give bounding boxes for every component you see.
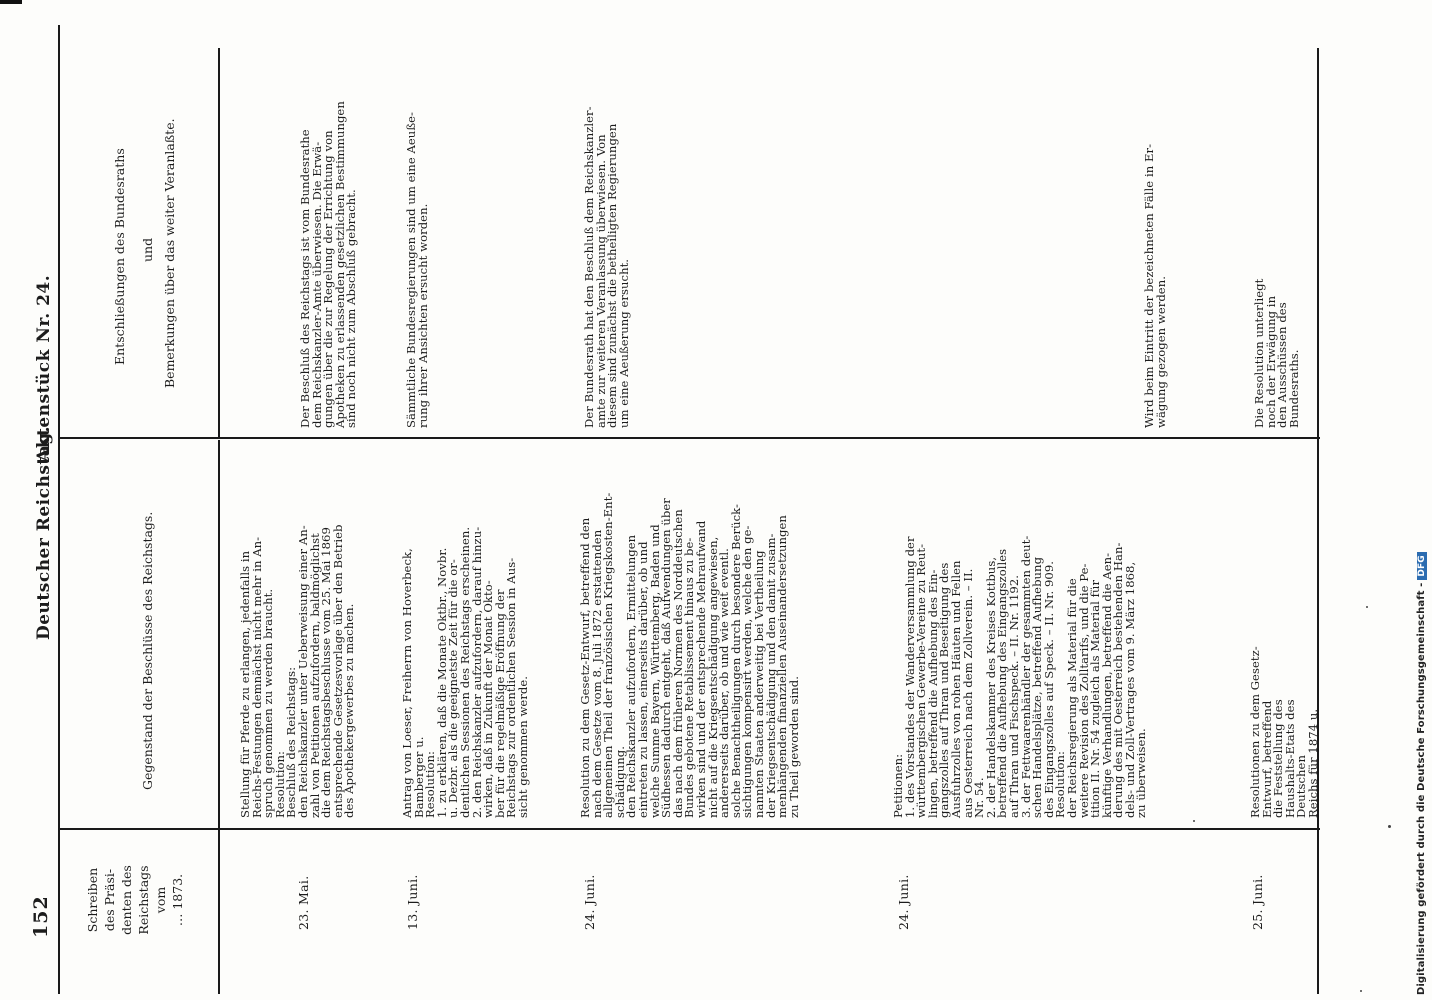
- watermark-text: Digitalisierung gefördert durch die Deutsche Forschungsgemeinschaft -: [1416, 582, 1427, 995]
- scan-speck: [1360, 990, 1362, 992]
- rule-under-header: [58, 25, 60, 994]
- row-decision: Der Bundesrath hat den Beschluß dem Reichskanzler- amte zur weiteren Veranlassung überwiesen. Von diesem sind zunächst die betheiligten Regierungen um eine Aeußerung ersucht.: [582, 106, 631, 428]
- row-subject: Stellung für Pferde zu erlangen, jedenfalls in Reichs-Festungen demnächst nicht mehr in An- spruch genommen zu werden braucht. Resolution: Beschluß des Reichstags: den Reichskanzler unter Ueberweisung einer An- zahl von Petitionen aufzufordern, baldmöglichst die dem Reichstagsbeschlusse vom 25. Mai 1869 entsprechende Gesetzesvorlage über den Betrieb des Apothekergewerbes zu machen.: [238, 524, 357, 818]
- running-header-left: Deutscher Reichstag.: [34, 425, 54, 640]
- row-decision: Die Resolution unterliegt noch der Erwägung in den Ausschüssen des Bundesraths.: [1252, 278, 1301, 428]
- row-date: 24. Juni.: [896, 874, 911, 930]
- rule-column-headers-right: [218, 48, 220, 438]
- row-date: 23. Mai.: [296, 875, 311, 930]
- row-subject: Antrag von Loeser, Freiherrn von Hoverbeck, Bamberger u. Resolution: 1. zu erklären, daß die Monate Oktbr., Novbr. u. Dezbr. als die geeignetste Zeit für die or- dentlichen Sessionen des Reichstags erscheinen. 2. den Reichskanzler aufzufordern, darauf hinzu- wirken, daß in Zukunft der Monat Okto- ber für die regelmäßige Eröffnung der Reichstags zur ordentlichen Session in Aus- sicht genommen werde.: [400, 526, 530, 818]
- row-decision: Der Beschluß des Reichstags ist vom Bundesrathe dem Reichskanzler-Amte überwiesen. Die Erwä- gungen über die zur Regelung der Errichtung von Apotheken zu erlassenden gesetzlichen Bestimmungen sind noch nicht zum Abschluß gebracht.: [298, 101, 359, 428]
- running-header-right: Aktenstück Nr. 24.: [34, 274, 54, 462]
- row-subject: Petitionen: 1. des Vorstandes der Wanderversammlung der württembergischen Gewerbe-Vereine zu Reut- lingen, betreffend die Aufhebung des Ein- gangszolles auf Thran und Beseitigung des Ausfuhrzolles von rohen Häuten und Fellen aus Oesterreich nach dem Zollverein. – II. Nr. 54. 2. der Handelskammer des Kreises Kottbus, betreffend die Aufhebung des Eingangszolles auf Thran und Fischspeck. – II. Nr. 1192. 3. der Fettwaarenhändler der gesammten deut- schen Handelsplätze, betreffend Aufhebung des Eingangszolles auf Speck. – II. Nr. 909. Resolution: der Reichsregierung als Material für die weitere Revision des Zolltarifs, und die Pe- tition II. Nr. 54 zugleich als Material für künftige Verhandlungen, betreffend die Aen- derung des mit Oesterreich bestehenden Han- dels- und Zoll-Vertrages vom 9. März 1868, zu überweisen.: [891, 535, 1149, 818]
- row-decision: Sämmtliche Bundesregierungen sind um eine Aeuße- rung ihrer Ansichten ersucht worden.: [404, 112, 430, 428]
- rule-subject-decision: [58, 437, 1320, 439]
- row-date: 13. Juni.: [405, 874, 420, 930]
- scan-speck: [1193, 820, 1195, 822]
- scan-speck: [1388, 825, 1391, 828]
- column-header-decision-3: Bemerkungen über das weiter Veranlaßte.: [162, 118, 177, 388]
- column-header-date: Schreiben des Präsi- denten des Reichstags vom … 1873.: [85, 865, 185, 935]
- page-number: 152: [30, 895, 52, 938]
- dfg-logo: DFG: [1417, 552, 1427, 579]
- rule-date-subject: [58, 828, 1320, 830]
- row-date: 24. Juni.: [582, 874, 597, 930]
- row-subject: Resolution zu dem Gesetz-Entwurf, betreffend den nach dem Gesetze vom 8. Juli 1872 erstattenden allgemeinen Theil der französischen Kriegskosten-Ent- schädigung. den Reichskanzler aufzufordern, Ermittelungen eintreten zu lassen, einerseits darüber, ob und welche Summe Bayern, Württemberg, Baden und Südhessen dadurch entgeht, daß Aufwendungen über das nach dem früheren Normen des Norddeutschen Bundes gebotene Retablissement hinaus zu be- wirken sind und der entsprechende Mehraufwand nicht auf die Kriegsentschädigung angewiesen, andererseits darüber, ob und wie weit eventl. solche Benachtheiligungen durch besondere Berück- sichtigungen kompensirt werden, welche den ge- nannten Staaten anderweitig bei Vertheilung der Kriegsentschädigung und den damit zusam- menhängenden finanziellen Auseinandersetzungen zu Theil geworden sind.: [578, 492, 801, 818]
- row-date: 25. Juni.: [1250, 874, 1265, 930]
- column-header-decision-1: Entschließungen des Bundesraths: [112, 148, 127, 365]
- rule-column-headers: [218, 440, 220, 994]
- row-decision: Wird beim Eintritt der bezeichneten Fälle in Er- wägung gezogen werden.: [1142, 143, 1168, 428]
- row-subject: Resolutionen zu dem Gesetz-Entwurf, betreffend die Feststellung des Haushalts-Etats des Deutschen Reichs für 1874 u.: [1248, 646, 1320, 818]
- dfg-watermark: [1416, 0, 1427, 995]
- column-header-decision-2: und: [140, 237, 155, 262]
- column-header-subject: Gegenstand der Beschlüsse des Reichstags.: [140, 511, 155, 790]
- scan-speck: [1366, 606, 1368, 608]
- rule-table-bottom: [1317, 48, 1319, 994]
